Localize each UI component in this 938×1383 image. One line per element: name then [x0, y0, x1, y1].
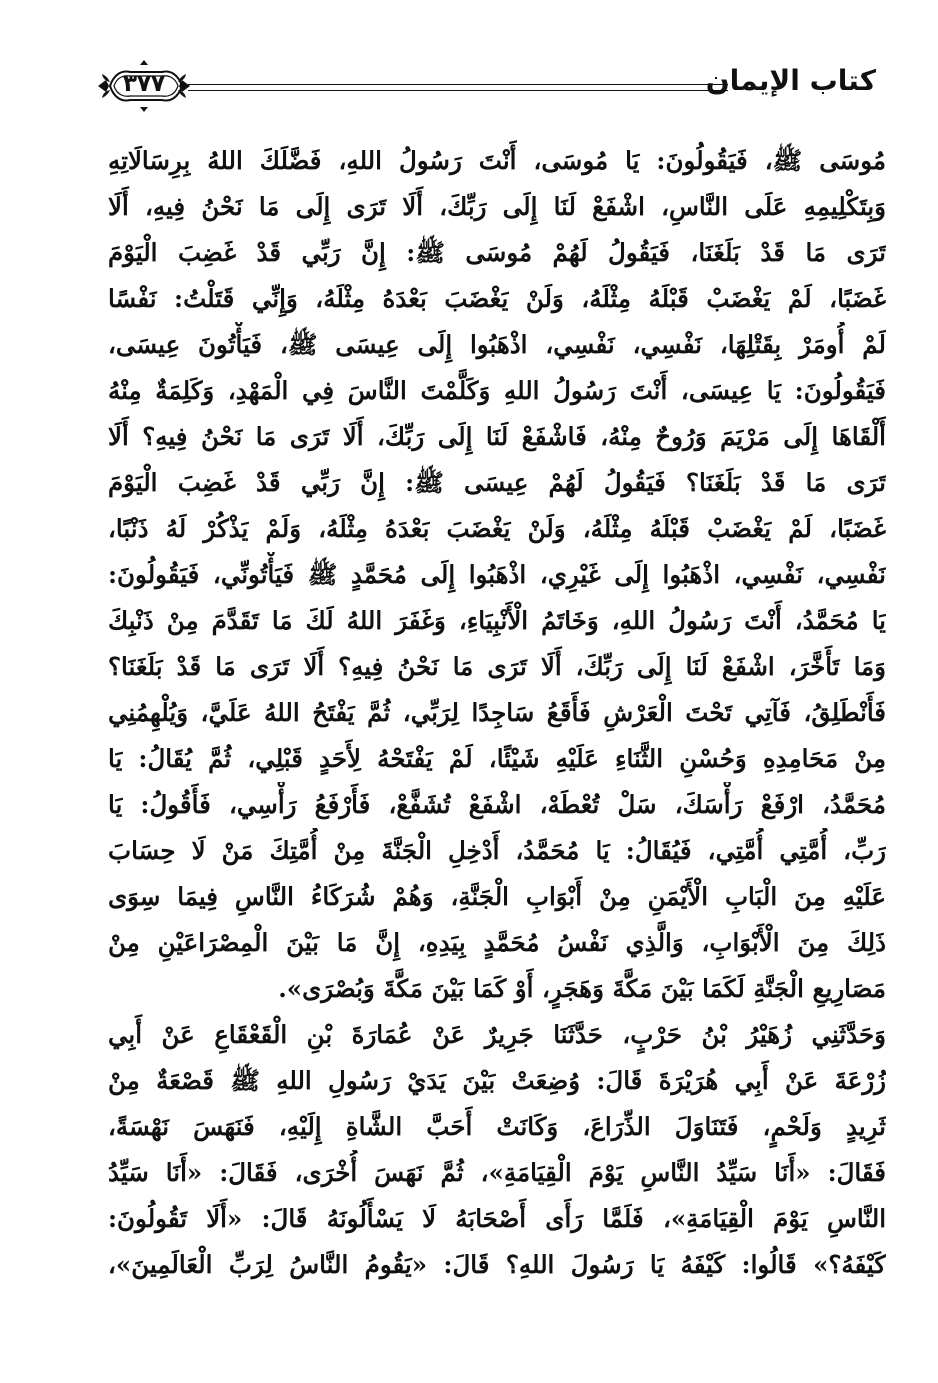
- text-line: ذَلِكَ مِنَ الْأَبْوَابِ، وَالَّذِي نَفْسُ مُحَمَّدٍ بِيَدِهِ، إِنَّ مَا بَيْنَ الْمِصْرَاعَيْنِ مِنْ: [108, 928, 886, 957]
- page-number-ornament: [96, 56, 192, 116]
- text-line: غَضَبًا، لَمْ يَغْضَبْ قَبْلَهُ مِثْلَهُ، وَلَنْ يَغْضَبَ بَعْدَهُ مِثْلَهُ، وَلَمْ يَذْكُرْ لَهُ ذَنْبًا،: [108, 514, 886, 543]
- text-line: غَضَبًا، لَمْ يَغْضَبْ قَبْلَهُ مِثْلَهُ، وَلَنْ يَغْضَبَ بَعْدَهُ مِثْلَهُ، وَإِنِّي قَتَلْتُ: نَفْسًا: [108, 284, 886, 313]
- text-line: وَبِتَكْلِيمِهِ عَلَى النَّاسِ، اشْفَعْ لَنَا إِلَى رَبِّكَ، أَلَا تَرَى إِلَى مَا نَحْنُ فِيهِ، أَلَا: [108, 192, 886, 221]
- text-line: مُحَمَّدُ، ارْفَعْ رَأْسَكَ، سَلْ تُعْطَهْ، اشْفَعْ تُشَفَّعْ، فَأَرْفَعُ رَأْسِي، فَأَقُولُ: يَا: [108, 790, 886, 819]
- text-line: تَرَى مَا قَدْ بَلَغَنَا، فَيَقُولُ لَهُمْ مُوسَى ﷺ: إِنَّ رَبِّي قَدْ غَضِبَ الْيَوْمَ: [108, 238, 886, 267]
- page-body-text: [108, 138, 886, 1288]
- running-title: كتاب الإيمان: [705, 64, 876, 97]
- text-line: يَا مُحَمَّدُ، أَنْتَ رَسُولُ اللهِ، وَخَاتَمُ الْأَنْبِيَاءِ، وَغَفَرَ اللهُ لَكَ مَا تَقَدَّمَ مِنْ ذَنْبِكَ: [108, 606, 886, 635]
- text-line: تَرَى مَا قَدْ بَلَغَنَا؟ فَيَقُولُ لَهُمْ عِيسَى ﷺ: إِنَّ رَبِّي قَدْ غَضِبَ الْيَوْمَ: [108, 468, 886, 497]
- page-number: ٣٧٧: [122, 71, 166, 97]
- text-line: وَحَدَّثَنِي زُهَيْرُ بْنُ حَرْبٍ، حَدَّثَنَا جَرِيرٌ عَنْ عُمَارَةَ بْنِ الْقَعْقَاعِ عَنْ أَبِي: [108, 1020, 886, 1049]
- text-line: فَقَالَ: «أَنَا سَيِّدُ النَّاسِ يَوْمَ الْقِيَامَةِ»، ثُمَّ نَهَسَ أُخْرَى، فَقَالَ: «أَنَا سَيِّدُ: [108, 1158, 886, 1187]
- header-rule: [188, 84, 728, 91]
- text-line: ثَرِيدٍ وَلَحْمٍ، فَتَنَاوَلَ الذِّرَاعَ، وَكَانَتْ أَحَبَّ الشَّاةِ إِلَيْهِ، فَنَهَسَ نَهْسَةً،: [108, 1112, 886, 1141]
- text-line: رَبِّ، أُمَّتِي أُمَّتِي، فَيُقَالُ: يَا مُحَمَّدُ، أَدْخِلِ الْجَنَّةَ مِنْ أُمَّتِكَ مَنْ لَا حِسَابَ: [108, 836, 886, 865]
- text-line: فَيَقُولُونَ: يَا عِيسَى، أَنْتَ رَسُولُ اللهِ وَكَلَّمْتَ النَّاسَ فِي الْمَهْدِ، وَكَلِمَةٌ مِنْهُ: [108, 376, 886, 405]
- text-line-paragraph-end: مَصَارِيعِ الْجَنَّةِ لَكَمَا بَيْنَ مَكَّةَ وَهَجَرٍ، أَوْ كَمَا بَيْنَ مَكَّةَ وَبُصْرَى».: [278, 974, 886, 1003]
- text-line: لَمْ أُومَرْ بِقَتْلِهَا، نَفْسِي، نَفْسِي، اذْهَبُوا إِلَى عِيسَى ﷺ، فَيَأْتُونَ عِيسَى،: [108, 330, 886, 359]
- text-line: وَمَا تَأَخَّرَ، اشْفَعْ لَنَا إِلَى رَبِّكَ، أَلَا تَرَى مَا نَحْنُ فِيهِ؟ أَلَا تَرَى مَا قَدْ بَلَغَنَا؟: [108, 652, 886, 681]
- text-line: النَّاسِ يَوْمَ الْقِيَامَةِ»، فَلَمَّا رَأَى أَصْحَابَهُ لَا يَسْأَلُونَهُ قَالَ: «أَلَا تَقُولُونَ:: [108, 1204, 886, 1233]
- text-line: زُرْعَةَ عَنْ أَبِي هُرَيْرَةَ قَالَ: وُضِعَتْ بَيْنَ يَدَيْ رَسُولِ اللهِ ﷺ قَصْعَةٌ مِنْ: [108, 1066, 886, 1095]
- text-line: مِنْ مَحَامِدِهِ وَحُسْنِ الثَّنَاءِ عَلَيْهِ شَيْئًا، لَمْ يَفْتَحْهُ لِأَحَدٍ قَبْلِي، ثُمَّ يُقَالُ: يَا: [108, 744, 886, 773]
- text-line: عَلَيْهِ مِنَ الْبَابِ الْأَيْمَنِ مِنْ أَبْوَابِ الْجَنَّةِ، وَهُمْ شُرَكَاءُ النَّاسِ فِيمَا سِوَى: [108, 882, 886, 911]
- text-line: أَلْقَاهَا إِلَى مَرْيَمَ وَرُوحٌ مِنْهُ، فَاشْفَعْ لَنَا إِلَى رَبِّكَ، أَلَا تَرَى مَا نَحْنُ فِيهِ؟ أَلَا: [108, 422, 886, 451]
- text-line: نَفْسِي، نَفْسِي، اذْهَبُوا إِلَى غَيْرِي، اذْهَبُوا إِلَى مُحَمَّدٍ ﷺ فَيَأْتُونِّي، فَيَقُولُونَ:: [108, 560, 886, 589]
- text-line: فَأَنْطَلِقُ، فَآتِي تَحْتَ الْعَرْشِ فَأَقَعُ سَاجِدًا لِرَبِّي، ثُمَّ يَفْتَحُ اللهُ عَلَيَّ، وَيُلْهِمُنِي: [108, 698, 886, 727]
- page-header: [96, 56, 876, 116]
- text-line: كَيْفَهُ؟» قَالُوا: كَيْفَهُ يَا رَسُولَ اللهِ؟ قَالَ: «يَقُومُ النَّاسُ لِرَبِّ الْعَالَمِينَ»،: [108, 1250, 886, 1279]
- text-line: مُوسَى ﷺ، فَيَقُولُونَ: يَا مُوسَى، أَنْتَ رَسُولُ اللهِ، فَضَّلَكَ اللهُ بِرِسَالَاتِهِ: [108, 146, 886, 175]
